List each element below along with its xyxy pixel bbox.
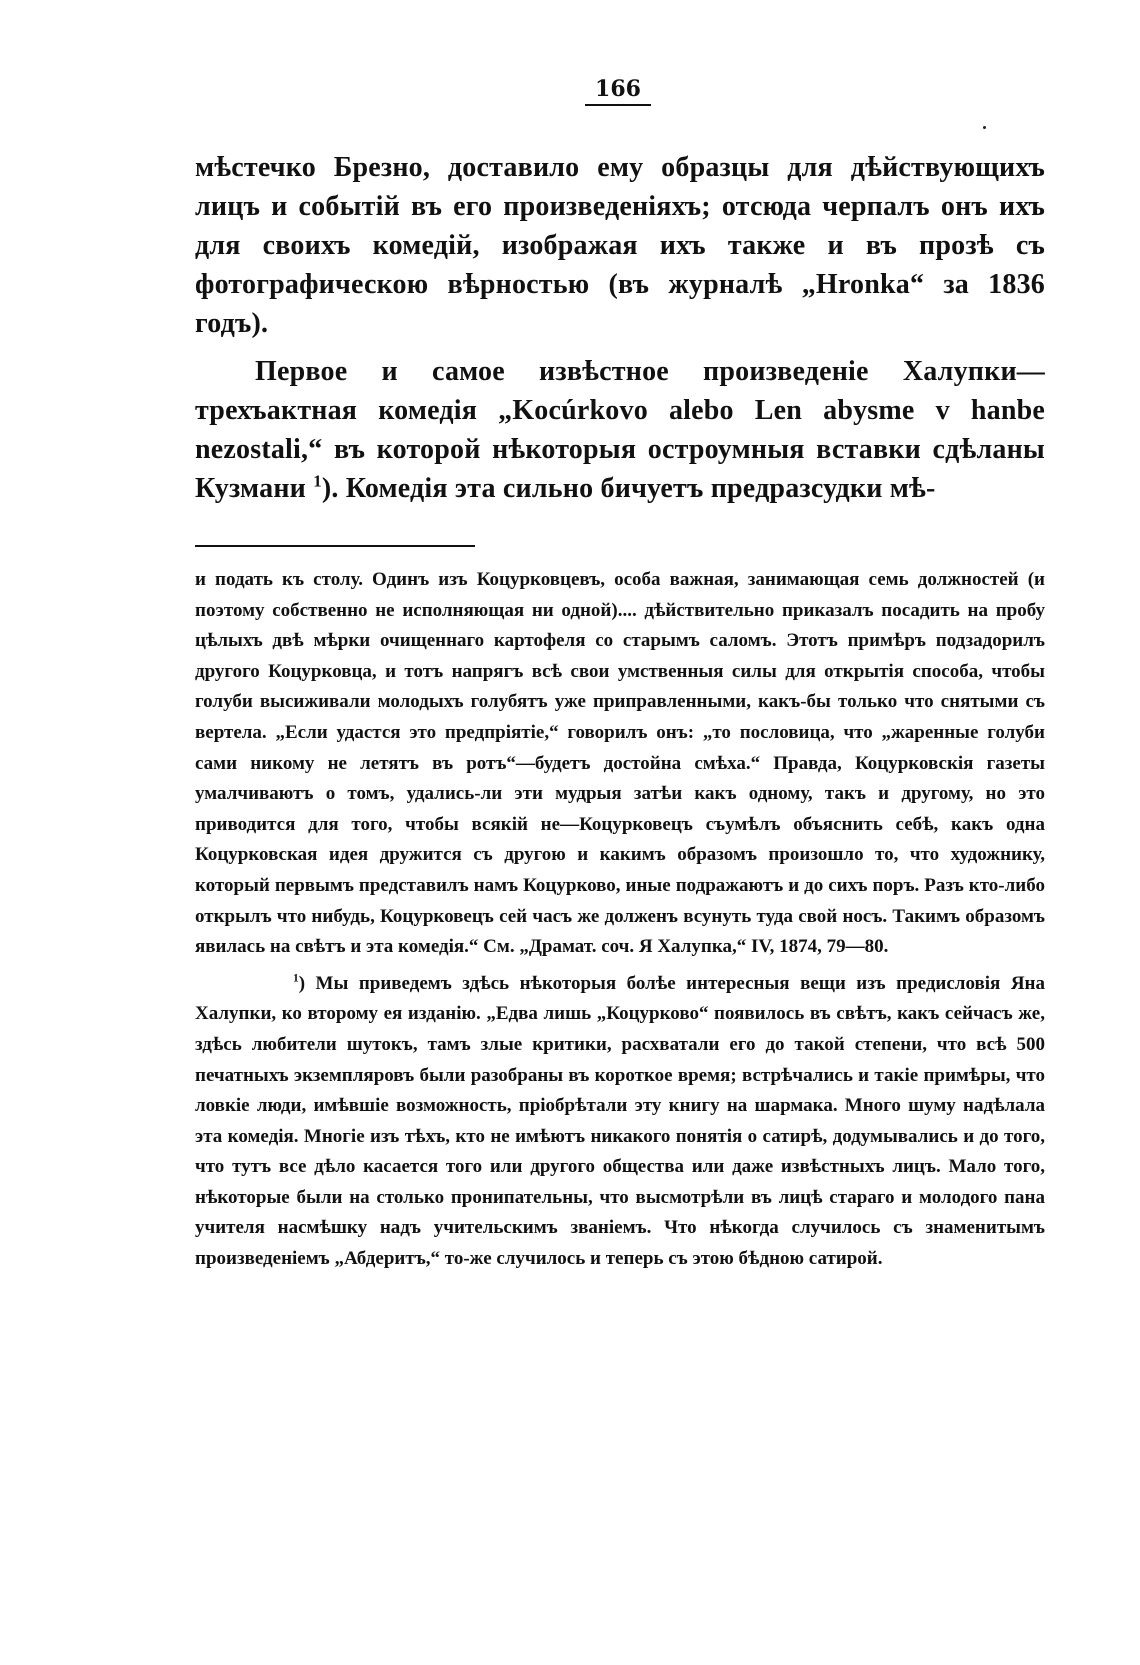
footnote-reference: 1 [313,471,322,491]
page-number: 166 [585,76,651,106]
main-paragraph-1: мѣстечко Брезно, доставило ему образцы для дѣйствующихъ лицъ и событій въ его произведеніяхъ; отсюда черпалъ онъ ихъ для своихъ комедій, изображая ихъ также и въ прозѣ съ фотографическою вѣрностью (въ журналѣ „Hronka“ за 1836 годъ). [195,152,1045,339]
main-paragraph-2-text: Первое и самое извѣстное произведеніе Халупки—трехъактная комедія „Kocúrkovo alebo Len abysme v hanbe nezostali,“ въ которой нѣкоторыя остроумныя вставки сдѣланы Кузмани [195,356,1045,504]
footnote-separator [195,545,475,547]
footnote-1-marker: 1 [293,972,299,985]
main-paragraph-2 [195,352,1045,508]
footnote-1 [195,969,1045,1275]
footnotes [195,565,1045,1275]
main-paragraph-2-continuation: ). Комедія эта сильно бичуетъ предразсудки мѣ- [321,473,936,504]
main-text [195,148,1045,508]
footnote-continuation: и подать къ столу. Одинъ изъ Коцурковцевъ, особа важная, занимающая семь должностей (и поэтому собственно не исполняющая ни одной).... дѣйствительно приказалъ посадить на пробу цѣлыхъ двѣ мѣрки очищеннаго картофеля со старымъ саломъ. Этотъ примѣръ подзадорилъ другого Коцурковца, и тотъ напрягъ всѣ свои умственныя силы для открытія способа, чтобы голуби высиживали молодыхъ голубятъ уже приправленными, какъ-бы только что снятыми съ вертела. „Если удастся это предпріятіе,“ говорилъ онъ: „то пословица, что „жаренные голуби сами никому не летятъ въ ротъ“—будетъ достойна смѣха.“ Правда, Коцурковскія газеты умалчиваютъ о томъ, удались-ли эти мудрыя затѣи какъ одному, такъ и другому, но это приводится для того, чтобы всякій не—Коцурковецъ съумѣлъ объяснить себѣ, какъ одна Коцурковская идея дружится съ другою и какимъ образомъ произошло то, что художнику, который первымъ представилъ намъ Коцурково, иные подражаютъ и до сихъ поръ. Разъ кто-либо открылъ что нибудь, Коцурковецъ сей часъ же долженъ всунуть туда свой носъ. Такимъ образомъ явилась на свѣтъ и эта комедія.“ См. „Драмат. соч. Я Халупка,“ IV, 1874, 79—80. [195,569,1045,958]
print-speck [983,126,986,129]
footnote-1-text: ) Мы приведемъ здѣсь нѣкоторыя болѣе интересныя вещи изъ предисловія Яна Халупки, ко второму ея изданію. „Едва лишь „Коцурково“ появилось въ свѣтъ, какъ сейчасъ же, здѣсь любители шутокъ, тамъ злые критики, расхватали его до такой степени, что всѣ 500 печатныхъ экземпляровъ были разобраны въ короткое время; встрѣчались и такіе примѣры, что ловкіе люди, имѣвшіе возможность, пріобрѣтали эту книгу на шармака. Много шуму надѣлала эта комедія. Многіе изъ тѣхъ, кто не имѣютъ никакого понятія о сатирѣ, додумывались и до того, что тутъ все дѣло касается того или другого общества или даже извѣстныхъ лицъ. Мало того, нѣкоторые были на столько пронипательны, что высмотрѣли въ лицѣ стараго и молодого пана учителя насмѣшку надъ учительскимъ званіемъ. Что нѣкогда случилось съ знаменитымъ произведеніемъ „Абдеритъ,“ то-же случилось и теперь съ этою бѣдною сатирой. [195,972,1045,1270]
